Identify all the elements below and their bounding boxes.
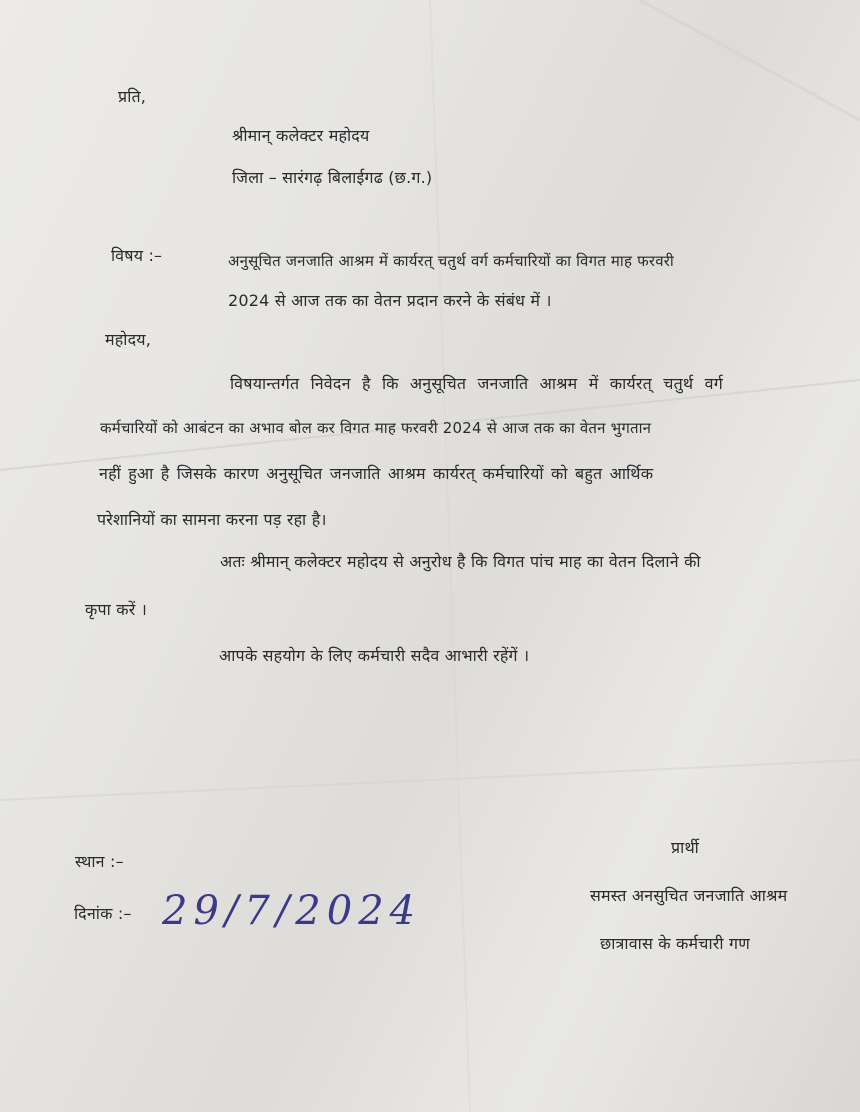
body-p1-line-1: विषयान्तर्गत निवेदन है कि अनुसूचित जनजाति आश्रम में कार्यरत् चतुर्थ वर्ग <box>230 374 723 393</box>
addressee-title: श्रीमान् कलेक्टर महोदय <box>232 126 370 145</box>
salutation: महोदय, <box>105 330 152 349</box>
body-p1-line-4: परेशानियों का सामना करना पड़ रहा है। <box>97 510 327 529</box>
handwritten-date: 29/7/2024 <box>162 888 422 934</box>
applicant-line-1: समस्त अनसुचित जनजाति आश्रम <box>590 886 788 905</box>
subject-line-2: 2024 से आज तक का वेतन प्रदान करने के संबंध में । <box>228 291 552 310</box>
to-label: प्रति, <box>118 87 147 106</box>
applicant-label: प्रार्थी <box>671 838 700 857</box>
addressee-district: जिला – सारंगढ़ बिलाईगढ (छ.ग.) <box>232 168 433 187</box>
date-label: दिनांक :– <box>74 904 132 923</box>
subject-line-1: अनुसूचित जनजाति आश्रम में कार्यरत् चतुर्थ वर्ग कर्मचारियों का विगत माह फरवरी <box>228 252 674 270</box>
applicant-line-2: छात्रावास के कर्मचारी गण <box>600 934 750 953</box>
body-p1-line-2: कर्मचारियों को आबंटन का अभाव बोल कर विगत माह फरवरी 2024 से आज तक का वेतन भुगतान <box>100 419 652 437</box>
body-p1-line-3: नहीं हुआ है जिसके कारण अनुसूचित जनजाति आश्रम कार्यरत् कर्मचारियों को बहुत आर्थिक <box>99 464 654 483</box>
place-label: स्थान :– <box>75 852 124 871</box>
body-p2-line-1: अतः श्रीमान् कलेक्टर महोदय से अनुरोध है कि विगत पांच माह का वेतन दिलाने की <box>220 552 701 571</box>
body-p2-line-2: कृपा करें । <box>85 600 147 619</box>
body-closing: आपके सहयोग के लिए कर्मचारी सदैव आभारी रहेंगें । <box>219 646 530 665</box>
subject-label: विषय :– <box>111 246 163 265</box>
